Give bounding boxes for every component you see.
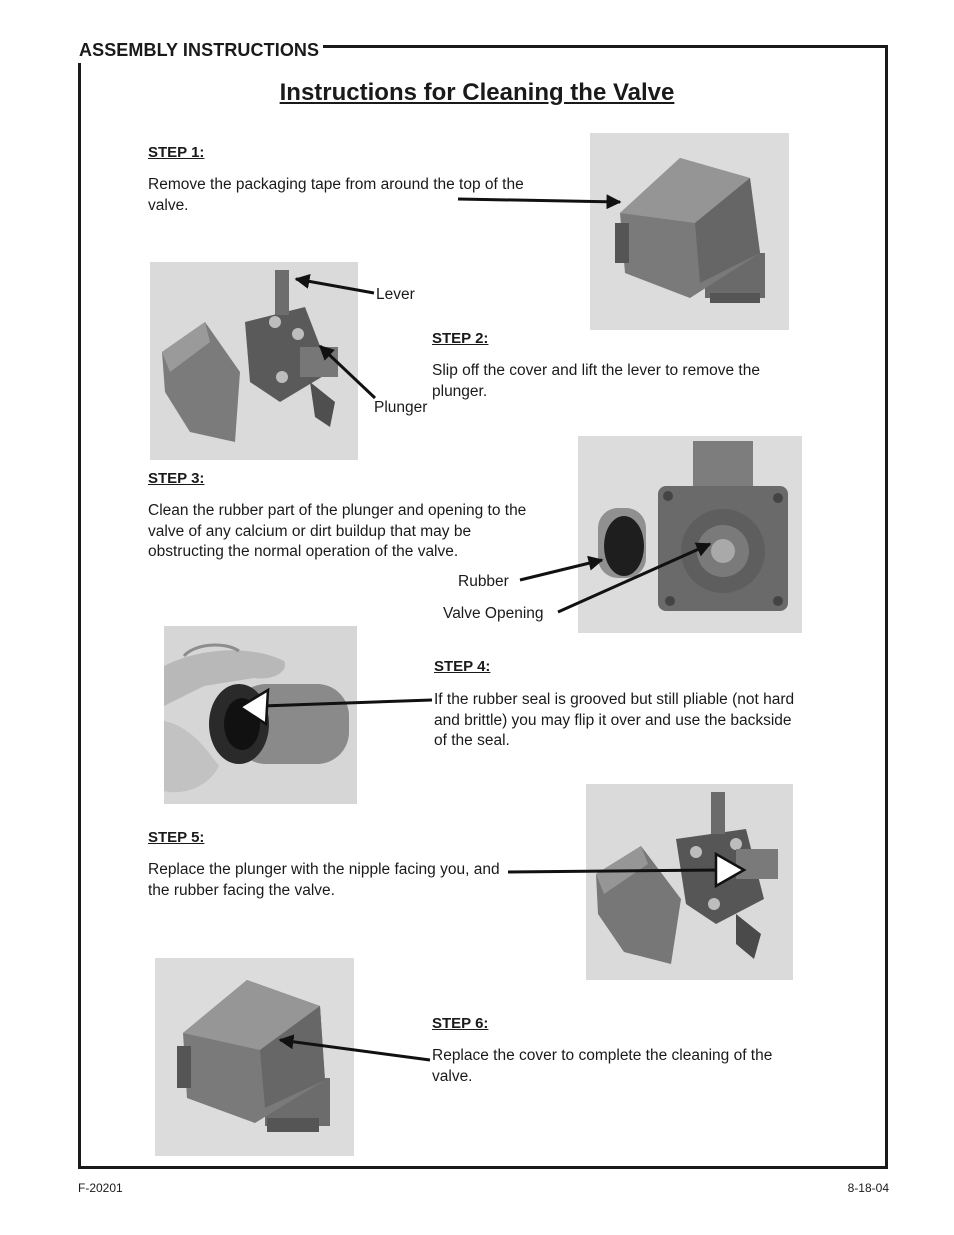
step-4-photo-flipping-seal	[164, 626, 357, 804]
step-1-text: Remove the packaging tape from around the top of the valve.	[148, 176, 524, 214]
step-5-photo-plunger-replaced	[586, 784, 793, 980]
step-1-heading: STEP 1:	[148, 144, 205, 161]
callout-plunger: Plunger	[374, 399, 428, 416]
page-title: Instructions for Cleaning the Valve	[279, 79, 675, 106]
step-6-text: Replace the cover to complete the cleaning of the valve.	[432, 1047, 773, 1085]
step-4-heading: STEP 4:	[434, 658, 491, 675]
callout-rubber: Rubber	[458, 573, 509, 590]
step-6-photo-cover-replaced	[155, 958, 354, 1156]
step-3-text: Clean the rubber part of the plunger and opening to the valve of any calcium or dirt buildup that may be obstructing the normal operation of the valve.	[148, 502, 527, 560]
step-5-text: Replace the plunger with the nipple facing you, and the rubber facing the valve.	[148, 861, 500, 899]
step-2-photo-open-valve	[150, 262, 358, 460]
step-4-text: If the rubber seal is grooved but still pliable (not hard and brittle) you may flip it over and use the backside of the seal.	[434, 691, 795, 749]
footer-date: 8-18-04	[847, 1181, 889, 1195]
callout-lever: Lever	[376, 286, 415, 303]
footer-form-number: F-20201	[78, 1181, 123, 1195]
step-6-heading: STEP 6:	[432, 1015, 489, 1032]
step-3-heading: STEP 3:	[148, 470, 205, 487]
step-2-heading: STEP 2:	[432, 330, 489, 347]
section-label: ASSEMBLY INSTRUCTIONS	[76, 38, 323, 63]
step-3-photo-rubber-and-opening	[578, 436, 802, 633]
callout-valve-opening: Valve Opening	[443, 605, 544, 622]
step-5-heading: STEP 5:	[148, 829, 205, 846]
step-2-text: Slip off the cover and lift the lever to remove the plunger.	[432, 362, 760, 400]
step-1-photo-assembled-valve	[590, 133, 789, 330]
